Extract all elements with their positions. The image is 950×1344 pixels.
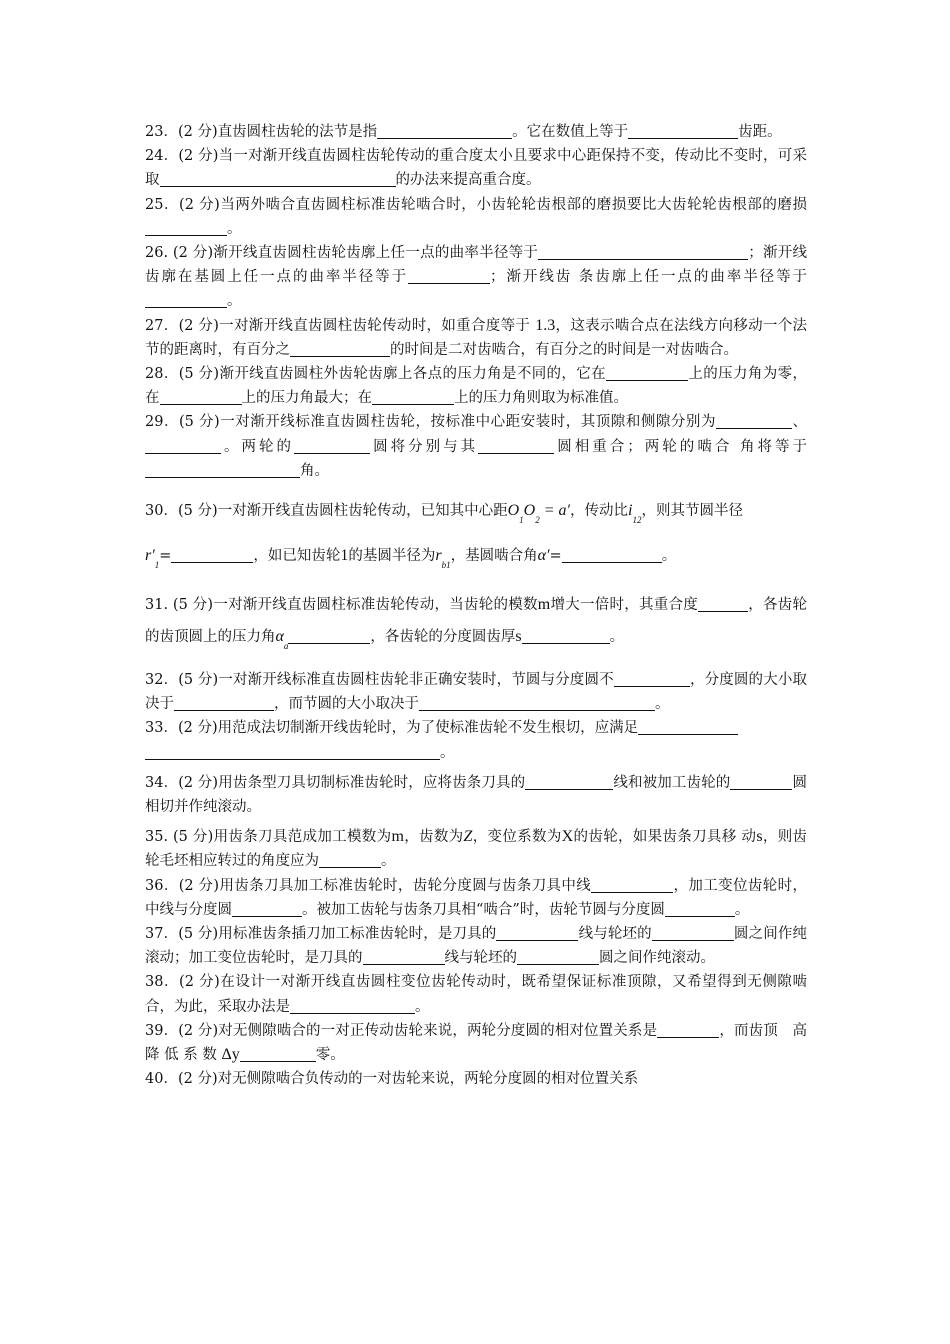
blank[interactable] (698, 595, 748, 612)
blank[interactable] (145, 219, 227, 236)
alpha-a-symbol: $\alpha_a$ (275, 628, 289, 652)
blank[interactable] (517, 948, 599, 965)
base-radius-symbol: $r_{b1}$ (435, 547, 451, 571)
document-page (145, 120, 807, 1092)
question-25: 25．(2 分)当两外啮合直齿圆柱标准齿轮啮合时，小齿轮轮齿根部的磨损要比大齿轮轮齿根部的磨损。 (145, 196, 807, 237)
question-30: 30．(5 分)一对渐开线直齿圆柱齿轮传动，已知其中心距$O_1O_2 = a'$，传动比$i_{12}$，则其节圆半径 $r'_1=$ ，如已知齿轮1的基圆半径为$r_{b1}$，基圆啮合角α′= 。 (145, 502, 743, 571)
question-31: 31. (5 分)一对渐开线直齿圆柱标准齿轮传动，当齿轮的模数m增大一倍时，其重合度 ，各齿轮的齿顶圆上的压力角$\alpha_a$，各齿轮的分度圆齿厚s 。 (145, 596, 807, 652)
blank[interactable] (496, 924, 578, 941)
question-24: 24．(2 分)当一对渐开线直齿圆柱齿轮传动的重合度太小且要求中心距保持不变，传动比不变时，可采取 的办法来提高重合度。 (145, 148, 807, 189)
pitch-radius-symbol: $r'_1$ (145, 547, 160, 571)
blank[interactable] (652, 924, 734, 941)
blank[interactable] (408, 267, 490, 284)
question-37: 37．(5 分)用标准齿条插刀加工标准齿轮时，是刀具的 线与轮坯的 圆之间作纯滚动；加工变位齿轮时，是刀具的 线与轮坯的 圆之间作纯滚动。 (145, 926, 807, 967)
blank[interactable] (606, 364, 688, 381)
question-23: 23．(2 分)直齿圆柱齿轮的法节是指 。它在数值上等于 齿距。 (145, 124, 782, 140)
blank[interactable] (145, 437, 221, 454)
blank[interactable] (160, 388, 242, 405)
blank[interactable] (160, 170, 396, 187)
blank[interactable] (290, 340, 390, 357)
question-36: 36．(2 分)用齿条刀具加工标准齿轮时，齿轮分度圆与齿条刀具中线 ，加工变位齿轮时，中线与分度圆 。被加工齿轮与齿条刀具相“啮合”时，齿轮节圆与分度圆 。 (145, 877, 807, 918)
question-35: 35. (5 分)用齿条刀具范成加工模数为m，齿数为Z，变位系数为X的齿轮，如果齿条刀具移 动s，则齿轮毛坯相应转过的角度应为 。 (145, 828, 808, 870)
blank[interactable] (288, 627, 370, 644)
blank[interactable] (730, 773, 792, 790)
blank[interactable] (145, 291, 227, 308)
blank[interactable] (538, 243, 748, 260)
question-33: 33．(2 分)用范成法切制渐开线齿轮时，为了使标准齿轮不发生根切，应满足 。 (145, 716, 807, 764)
question-28: 28．(5 分)渐开线直齿圆柱外齿轮齿廓上各点的压力角是不同的，它在 上的压力角为零，在 上的压力角最大；在 上的压力角则取为标准值。 (145, 366, 807, 407)
blank[interactable] (638, 718, 738, 735)
question-27: 27．(2 分)一对渐开线直齿圆柱齿轮传动时，如重合度等于 1.3，这表示啮合点在法线方向移动一个法节的距离时，有百分之 的时间是二对齿啮合，有百分之的时间是一对齿啮合。 (145, 316, 808, 358)
blank[interactable] (614, 670, 690, 687)
blank[interactable] (372, 388, 454, 405)
blank[interactable] (525, 773, 613, 790)
question-34: 34．(2 分)用齿条型刀具切制标准齿轮时，应将齿条刀具的 线和被加工齿轮的 圆相切并作纯滚动。 (145, 774, 808, 816)
blank[interactable] (294, 437, 370, 454)
gear-ratio-symbol: $i_{12}$ (628, 502, 642, 526)
question-39: 39．(2 分)对无侧隙啮合的一对正传动齿轮来说，两轮分度圆的相对位置关系是 ，而齿顶 高 降 低 系 数 Δy 零。 (145, 1022, 807, 1064)
blank[interactable] (377, 122, 512, 139)
blank[interactable] (419, 694, 655, 711)
blank[interactable] (319, 851, 381, 868)
blank[interactable] (363, 948, 445, 965)
question-38: 38．(2 分)在设计一对渐开线直齿圆柱变位齿轮传动时，既希望保证标准顶隙，又希望得到无侧隙啮合，为此，采取办法是 。 (145, 974, 807, 1015)
blank[interactable] (290, 997, 415, 1014)
blank[interactable] (716, 412, 792, 429)
alpha-prime-symbol: α′ (537, 547, 550, 565)
blank[interactable] (665, 900, 735, 917)
center-distance-formula: $O_1O_2 = a'$ (507, 502, 571, 526)
question-26: 26. (2 分)渐开线直齿圆柱齿轮齿廓上任一点的曲率半径等于 ；渐开线齿廓在基圆上任一点的曲率半径等于 ；渐开线齿 条齿廓上任一点的曲率半径等于。 (145, 245, 808, 310)
blank[interactable] (145, 743, 440, 760)
question-29: 29．(5 分)一对渐开线标准直齿圆柱齿轮，按标准中心距安装时，其顶隙和侧隙分别为 、。两轮的 圆将分别与其 圆相重合；两轮的啮合 角将等于角。 (145, 414, 808, 479)
blank[interactable] (232, 900, 302, 917)
blank[interactable] (145, 461, 300, 478)
blank[interactable] (628, 122, 738, 139)
blank[interactable] (591, 876, 673, 893)
blank[interactable] (240, 1045, 316, 1062)
question-40: 40．(2 分)对无侧隙啮合负传动的一对齿轮来说，两轮分度圆的相对位置关系 (145, 1071, 639, 1088)
blank[interactable] (174, 694, 274, 711)
blank[interactable] (657, 1021, 719, 1038)
blank[interactable] (562, 546, 662, 563)
question-32: 32．(5 分)一对渐开线标准直齿圆柱齿轮非正确安装时，节圆与分度圆不 ，分度圆的大小取决于 ，而节圆的大小取决于 。 (145, 672, 807, 713)
blank[interactable] (522, 627, 610, 644)
blank[interactable] (171, 546, 253, 563)
blank[interactable] (478, 437, 554, 454)
